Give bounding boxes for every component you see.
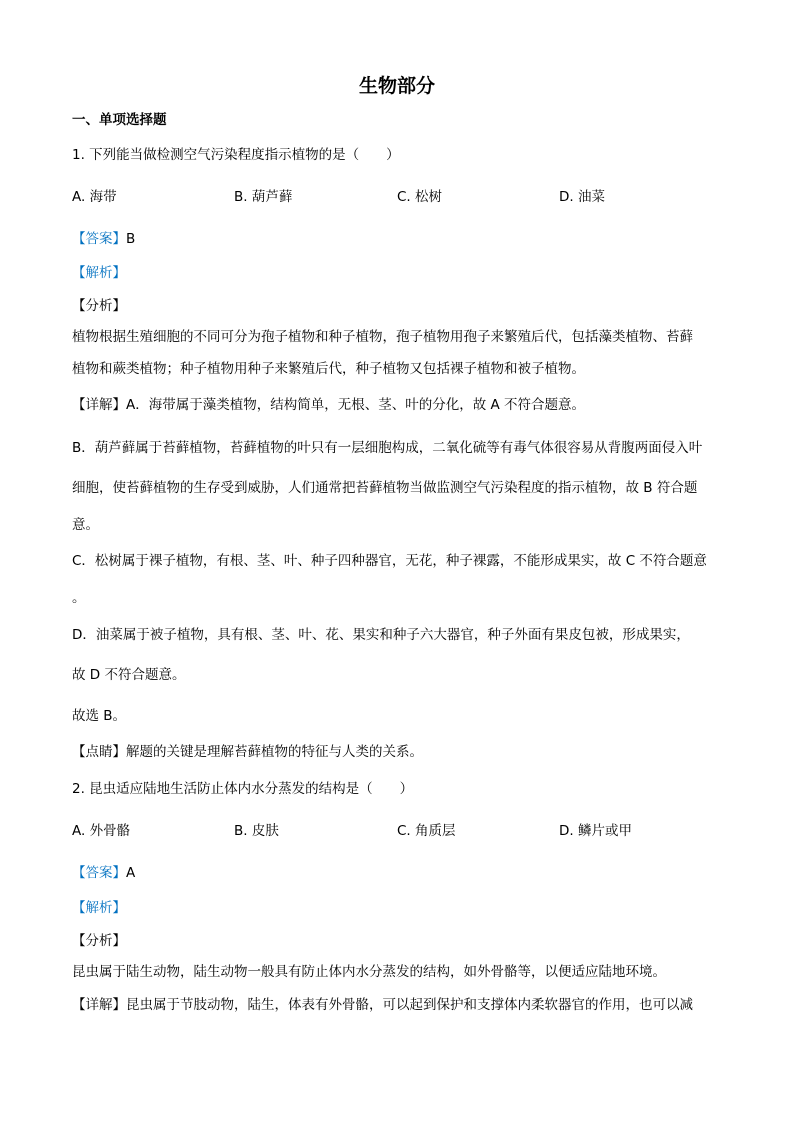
q2-analysis-label: 【解析】	[72, 900, 126, 916]
q2-option-d: D. 鳞片或甲	[559, 823, 632, 839]
question-1-stem: 1. 下列能当做检测空气污染程度指示植物的是（ ）	[72, 147, 400, 163]
q1-detail-d-1: D．油菜属于被子植物，具有根、茎、叶、花、果实和种子六大器官，种子外面有果皮包被，形成果实，	[72, 627, 690, 643]
q1-answer	[72, 230, 135, 248]
q1-fenxi-label: 【分析】	[72, 298, 126, 314]
q1-fenxi-line-1: 植物根据生殖细胞的不同可分为孢子植物和种子植物，孢子植物用孢子来繁殖后代，包括藻类植物、苔藓	[72, 329, 693, 345]
q1-detail-label: 【详解】	[72, 397, 126, 413]
page-title: 生物部分	[358, 75, 435, 97]
q1-option-d: D. 油菜	[559, 189, 605, 205]
q2-detail-line	[72, 996, 693, 1014]
q2-detail-label: 【详解】	[72, 997, 126, 1013]
q2-answer-label: 【答案】	[72, 865, 126, 881]
q2-answer-value: A	[126, 865, 136, 881]
q2-fenxi-line-1: 昆虫属于陆生动物，陆生动物一般具有防止体内水分蒸发的结构，如外骨骼等，以便适应陆地环境。	[72, 964, 666, 980]
q1-dianjing	[72, 743, 423, 761]
q1-option-b: B. 葫芦藓	[234, 189, 293, 205]
q2-answer	[72, 864, 135, 882]
q1-detail-d-2: 故 D 不符合题意。	[72, 667, 186, 683]
q2-option-a: A. 外骨骼	[72, 823, 131, 839]
q2-option-b: B. 皮肤	[234, 823, 279, 839]
q1-dianjing-label: 【点睛】	[72, 744, 126, 760]
q2-option-c: C. 角质层	[397, 823, 456, 839]
q1-fenxi-line-2: 植物和蕨类植物；种子植物用种子来繁殖后代，种子植物又包括裸子植物和被子植物。	[72, 361, 585, 377]
q1-option-a: A. 海带	[72, 189, 117, 205]
q1-conclusion: 故选 B。	[72, 708, 127, 724]
q1-option-c: C. 松树	[397, 189, 443, 205]
q1-dianjing-text: 解题的关键是理解苔藓植物的特征与人类的关系。	[126, 744, 423, 760]
q2-fenxi-label: 【分析】	[72, 933, 126, 949]
section-heading: 一、单项选择题	[72, 112, 167, 128]
q2-detail-text: 昆虫属于节肢动物，陆生，体表有外骨骼，可以起到保护和支撑体内柔软器官的作用，也可以减	[126, 997, 693, 1013]
q1-detail-b-3: 意。	[72, 517, 99, 533]
q1-answer-label: 【答案】	[72, 231, 126, 247]
q1-detail-c-1: C．松树属于裸子植物，有根、茎、叶、种子四种器官，无花，种子裸露，不能形成果实，故 C 不符合题意	[72, 553, 707, 569]
q1-detail-b-1: B．葫芦藓属于苔藓植物，苔藓植物的叶只有一层细胞构成，二氧化硫等有毒气体很容易从背腹两面侵入叶	[72, 440, 703, 456]
q1-analysis-label: 【解析】	[72, 265, 126, 281]
q1-detail-a: A．海带属于藻类植物，结构简单，无根、茎、叶的分化，故 A 不符合题意。	[126, 397, 586, 413]
q1-answer-value: B	[126, 231, 136, 247]
q1-detail-c-2: 。	[72, 590, 86, 606]
question-2-stem: 2. 昆虫适应陆地生活防止体内水分蒸发的结构是（ ）	[72, 781, 414, 797]
q1-detail-b-2: 细胞，使苔藓植物的生存受到威胁，人们通常把苔藓植物当做监测空气污染程度的指示植物，故 B 符合题	[72, 480, 698, 496]
q1-detail-a-line	[72, 396, 585, 414]
